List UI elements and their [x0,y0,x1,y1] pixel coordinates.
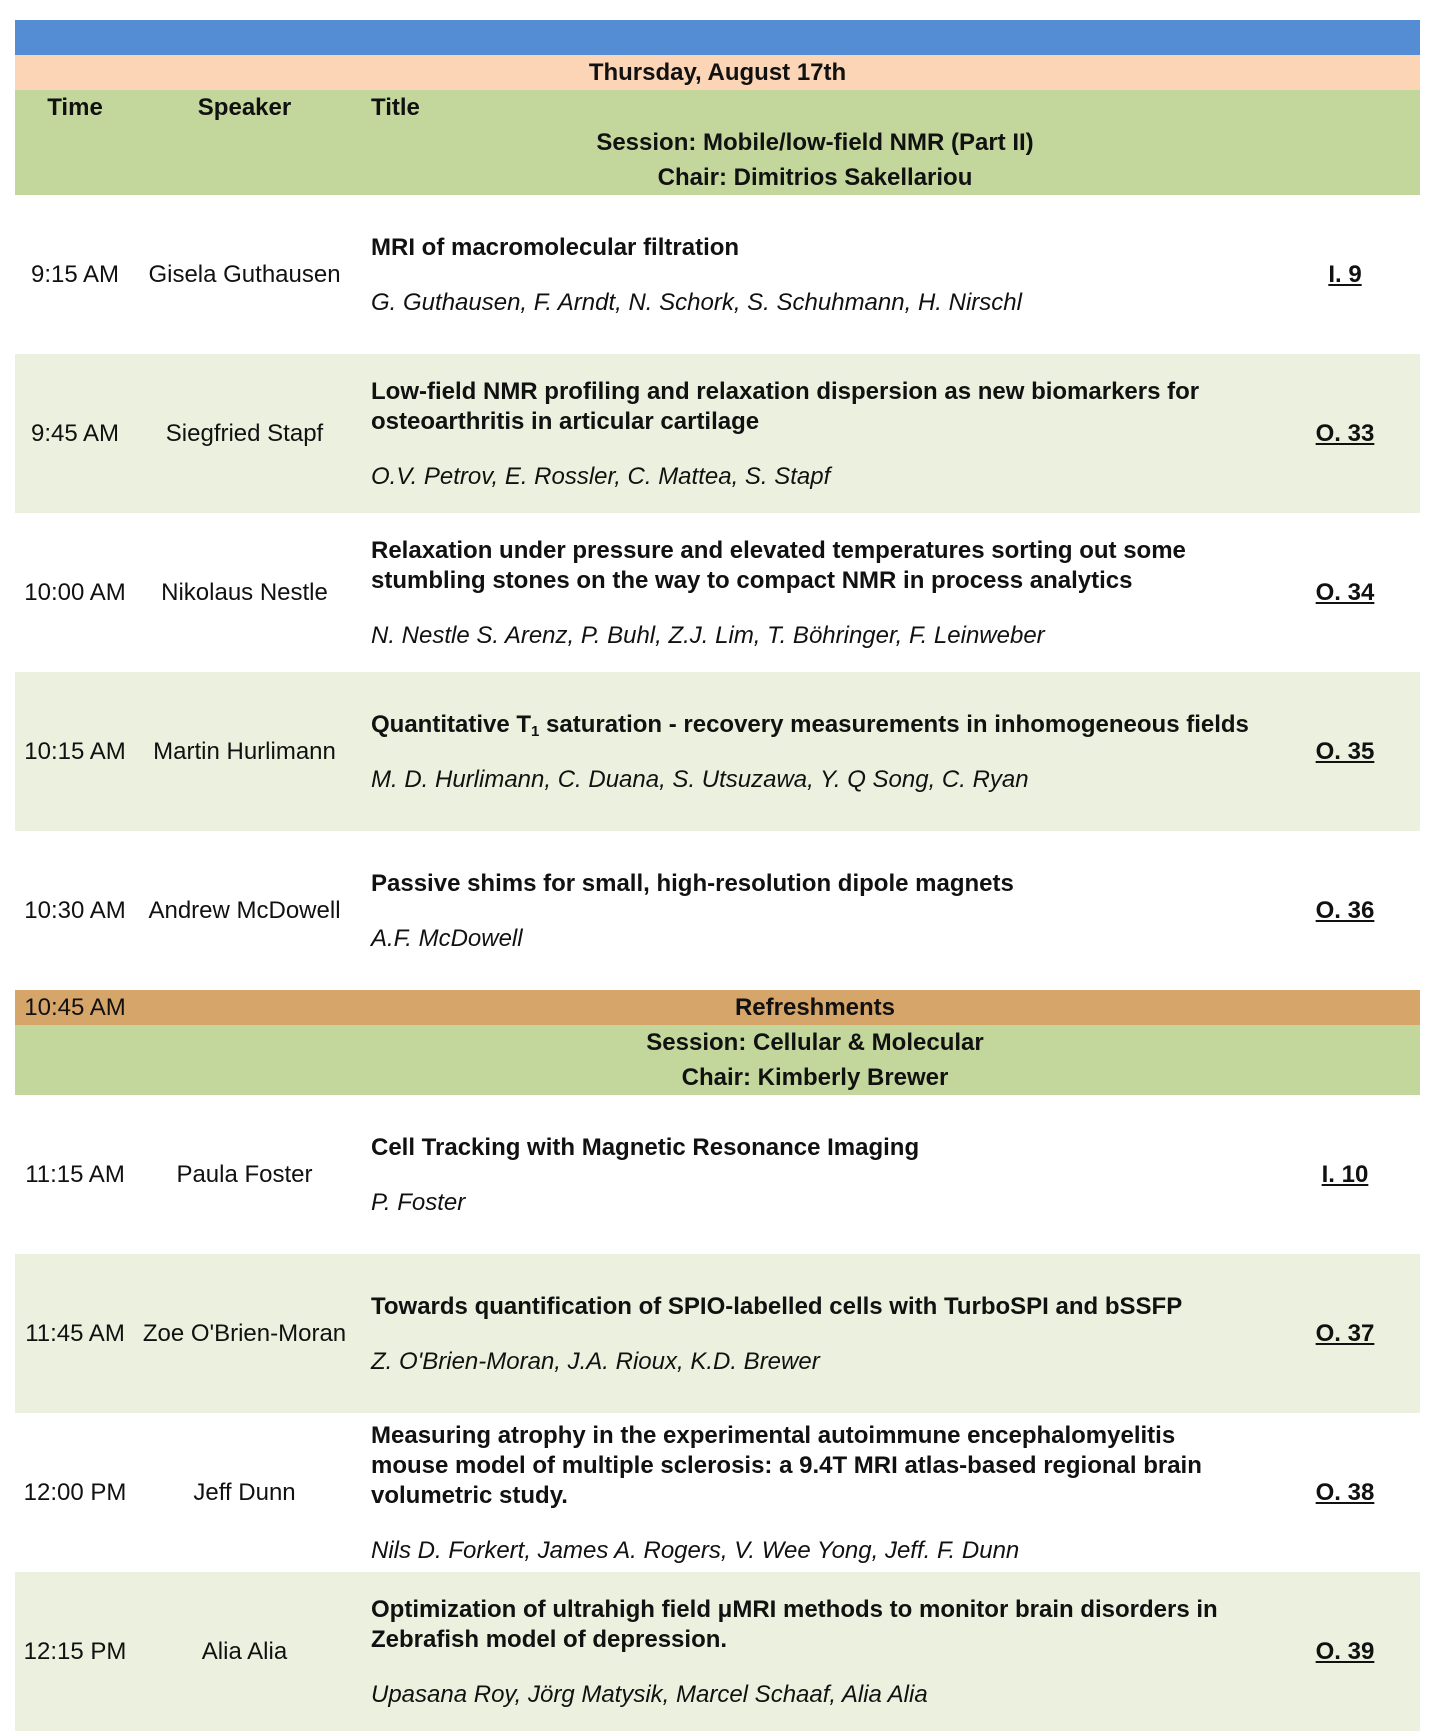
abstract-ref-link[interactable]: I. 10 [1321,1160,1369,1188]
talk-content [354,233,1270,317]
talk-row [15,354,1420,513]
column-header-row [15,90,1420,125]
session-name-1: Session: Mobile/low-field NMR (Part II) [596,128,1034,156]
talk-authors: Nils D. Forkert, James A. Rogers, V. Wee Yong, Jeff. F. Dunn [371,1536,1020,1564]
talk-authors: Upasana Roy, Jörg Matysik, Marcel Schaaf, Alia Alia [371,1680,928,1708]
talk-time: 9:45 AM [30,419,120,447]
talk-authors: N. Nestle S. Arenz, P. Buhl, Z.J. Lim, T. Böhringer, F. Leinweber [371,621,1045,649]
abstract-ref-link[interactable]: O. 35 [1315,737,1375,765]
break-label: Refreshments [734,993,896,1021]
talk-row [15,195,1420,354]
talk-speaker: Gisela Guthausen [148,260,341,288]
talk-speaker: Siegfried Stapf [165,419,324,447]
abstract-ref-link[interactable]: O. 37 [1315,1319,1375,1347]
talk-row [15,1254,1420,1413]
talk-content [354,1133,1270,1217]
talk-time: 12:00 PM [23,1478,127,1506]
talk-title: Relaxation under pressure and elevated temperatures sorting out some stumbling stones on the way to compact NMR in process analytics [371,536,1186,594]
talk-title: MRI of macromolecular filtration [371,233,740,261]
talk-title: Cell Tracking with Magnetic Resonance Imaging [371,1133,920,1161]
talk-authors: G. Guthausen, F. Arndt, N. Schork, S. Schuhmann, H. Nirschl [371,288,1022,316]
column-header-title: Title [371,93,420,121]
talk-speaker: Nikolaus Nestle [161,578,328,606]
day-label: Thursday, August 17th [588,58,847,86]
talk-authors: M. D. Hurlimann, C. Duana, S. Utsuzawa, Y. Q Song, C. Ryan [371,765,1029,793]
talk-row [15,672,1420,831]
talk-content [354,377,1270,491]
session-header-1 [15,90,1420,195]
session-name-2: Session: Cellular & Molecular [646,1028,984,1056]
talk-title: Optimization of ultrahigh field μMRI methods to monitor brain disorders in Zebrafish model of depression. [371,1595,1218,1653]
talk-content [354,1292,1270,1376]
talk-time: 10:30 AM [24,896,126,924]
column-header-time: Time [47,93,103,121]
talk-time: 12:15 PM [23,1637,127,1665]
abstract-ref-link[interactable]: O. 38 [1315,1478,1375,1506]
talk-row [15,1413,1420,1572]
talk-authors: O.V. Petrov, E. Rossler, C. Mattea, S. Stapf [371,462,831,490]
schedule-sheet [15,20,1420,1731]
talk-time: 11:45 AM [25,1319,125,1347]
abstract-ref-link[interactable]: I. 9 [1328,260,1362,288]
session-chair-1: Chair: Dimitrios Sakellariou [657,163,973,191]
talk-authors: P. Foster [371,1188,466,1216]
talk-time: 10:00 AM [24,578,126,606]
abstract-ref-link[interactable]: O. 39 [1315,1637,1375,1665]
break-bar [15,990,1420,1025]
talk-content [354,536,1270,650]
abstract-ref-link[interactable]: O. 36 [1315,896,1375,924]
top-color-bar [15,20,1420,55]
break-time: 10:45 AM [24,993,126,1021]
talk-title: Low-field NMR profiling and relaxation dispersion as new biomarkers for osteoarthritis in articular cartilage [371,377,1200,435]
talk-time: 9:15 AM [30,260,120,288]
column-header-speaker: Speaker [197,93,292,121]
day-header [15,55,1420,90]
talk-speaker: Andrew McDowell [148,896,341,924]
talk-authors: Z. O'Brien-Moran, J.A. Rioux, K.D. Brewer [371,1347,820,1375]
talk-content [354,710,1270,794]
talk-content [354,1421,1270,1565]
talk-title: Towards quantification of SPIO-labelled cells with TurboSPI and bSSFP [371,1292,1183,1320]
talk-row [15,1572,1420,1731]
talk-speaker: Martin Hurlimann [153,737,336,765]
talk-row [15,831,1420,990]
talk-content [354,869,1270,953]
session-chair-2: Chair: Kimberly Brewer [681,1063,949,1091]
talk-speaker: Jeff Dunn [193,1478,296,1506]
talk-authors: A.F. McDowell [371,924,523,952]
talk-title: Quantitative $T_1$ saturation - recovery measurements in inhomogeneous fields [371,710,1249,740]
talk-speaker: Paula Foster [176,1160,313,1188]
talk-row [15,1095,1420,1254]
session-header-2 [15,1025,1420,1095]
talk-speaker: Zoe O'Brien-Moran [142,1319,347,1347]
talk-speaker: Alia Alia [201,1637,288,1665]
talk-title: Passive shims for small, high-resolution dipole magnets [371,869,1014,897]
talk-row [15,513,1420,672]
talk-time: 10:15 AM [24,737,126,765]
talk-time: 11:15 AM [25,1160,125,1188]
talk-title: Measuring atrophy in the experimental autoimmune encephalomyelitis mouse model of multiple sclerosis: a 9.4T MRI atlas-based regional brain volumetric study. [371,1421,1202,1509]
talk-content [354,1595,1270,1709]
abstract-ref-link[interactable]: O. 33 [1315,419,1375,447]
abstract-ref-link[interactable]: O. 34 [1315,578,1375,606]
